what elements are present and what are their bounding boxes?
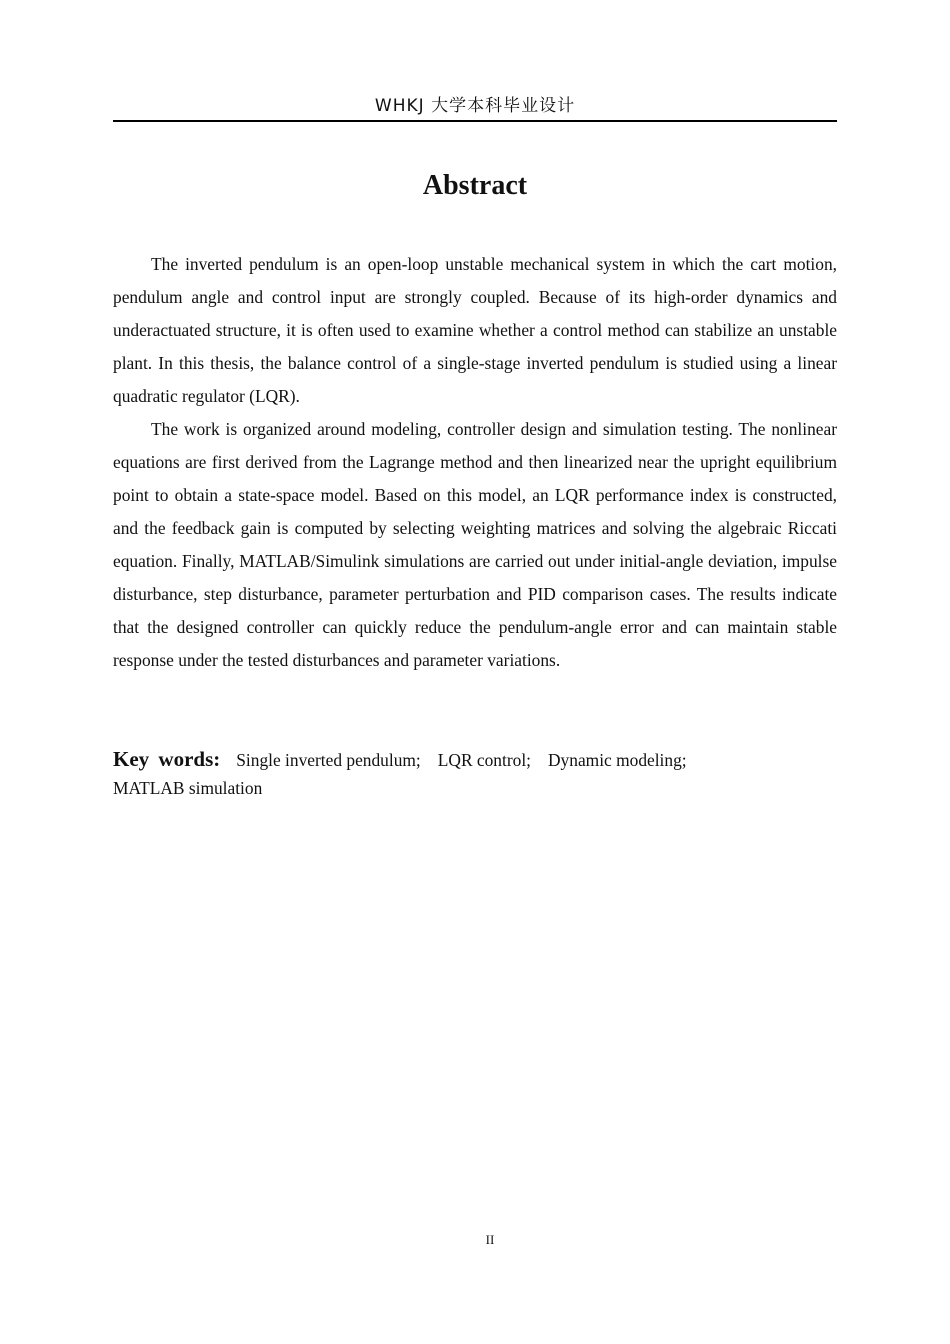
keyword-item: Single inverted pendulum; — [236, 750, 421, 770]
keywords-label: Key words: — [113, 747, 221, 771]
keyword-item: LQR control; — [437, 750, 531, 770]
keyword-item: Dynamic modeling; — [548, 750, 687, 770]
header-text: WHKJ 大学本科毕业设计 — [374, 96, 576, 116]
abstract-paragraph: The work is organized around modeling, controller design and simulation testing. The nonlinear equations are first derived from the Lagrange method and then linearized near the upright equilibrium point to obtain a state-space model. Based on this model, an LQR performance index is constructed, and the feedback gain is computed by selecting weighting matrices and solving the algebraic Riccati equation. Finally, MATLAB/Simulink simulations are carried out under initial-angle deviation, impulse disturbance, step disturbance, parameter perturbation and PID comparison cases. The results indicate that the designed controller can quickly reduce the pendulum-angle error and can maintain stable response under the tested disturbances and parameter variations. — [113, 419, 837, 670]
abstract-title: Abstract — [422, 170, 528, 201]
abstract-paragraph: The inverted pendulum is an open-loop unstable mechanical system in which the cart motion, pendulum angle and control input are strongly coupled. Because of its high-order dynamics and underactuated structure, it is often used to examine whether a control method can stabilize an unstable plant. In this thesis, the balance control of a single-stage inverted pendulum is studied using a linear quadratic regulator (LQR). — [113, 254, 837, 406]
abstract-body — [113, 248, 837, 677]
page-number: II — [485, 1232, 495, 1247]
page-header — [113, 92, 837, 122]
keywords-section — [113, 745, 837, 802]
keyword-item: MATLAB simulation — [113, 778, 263, 798]
